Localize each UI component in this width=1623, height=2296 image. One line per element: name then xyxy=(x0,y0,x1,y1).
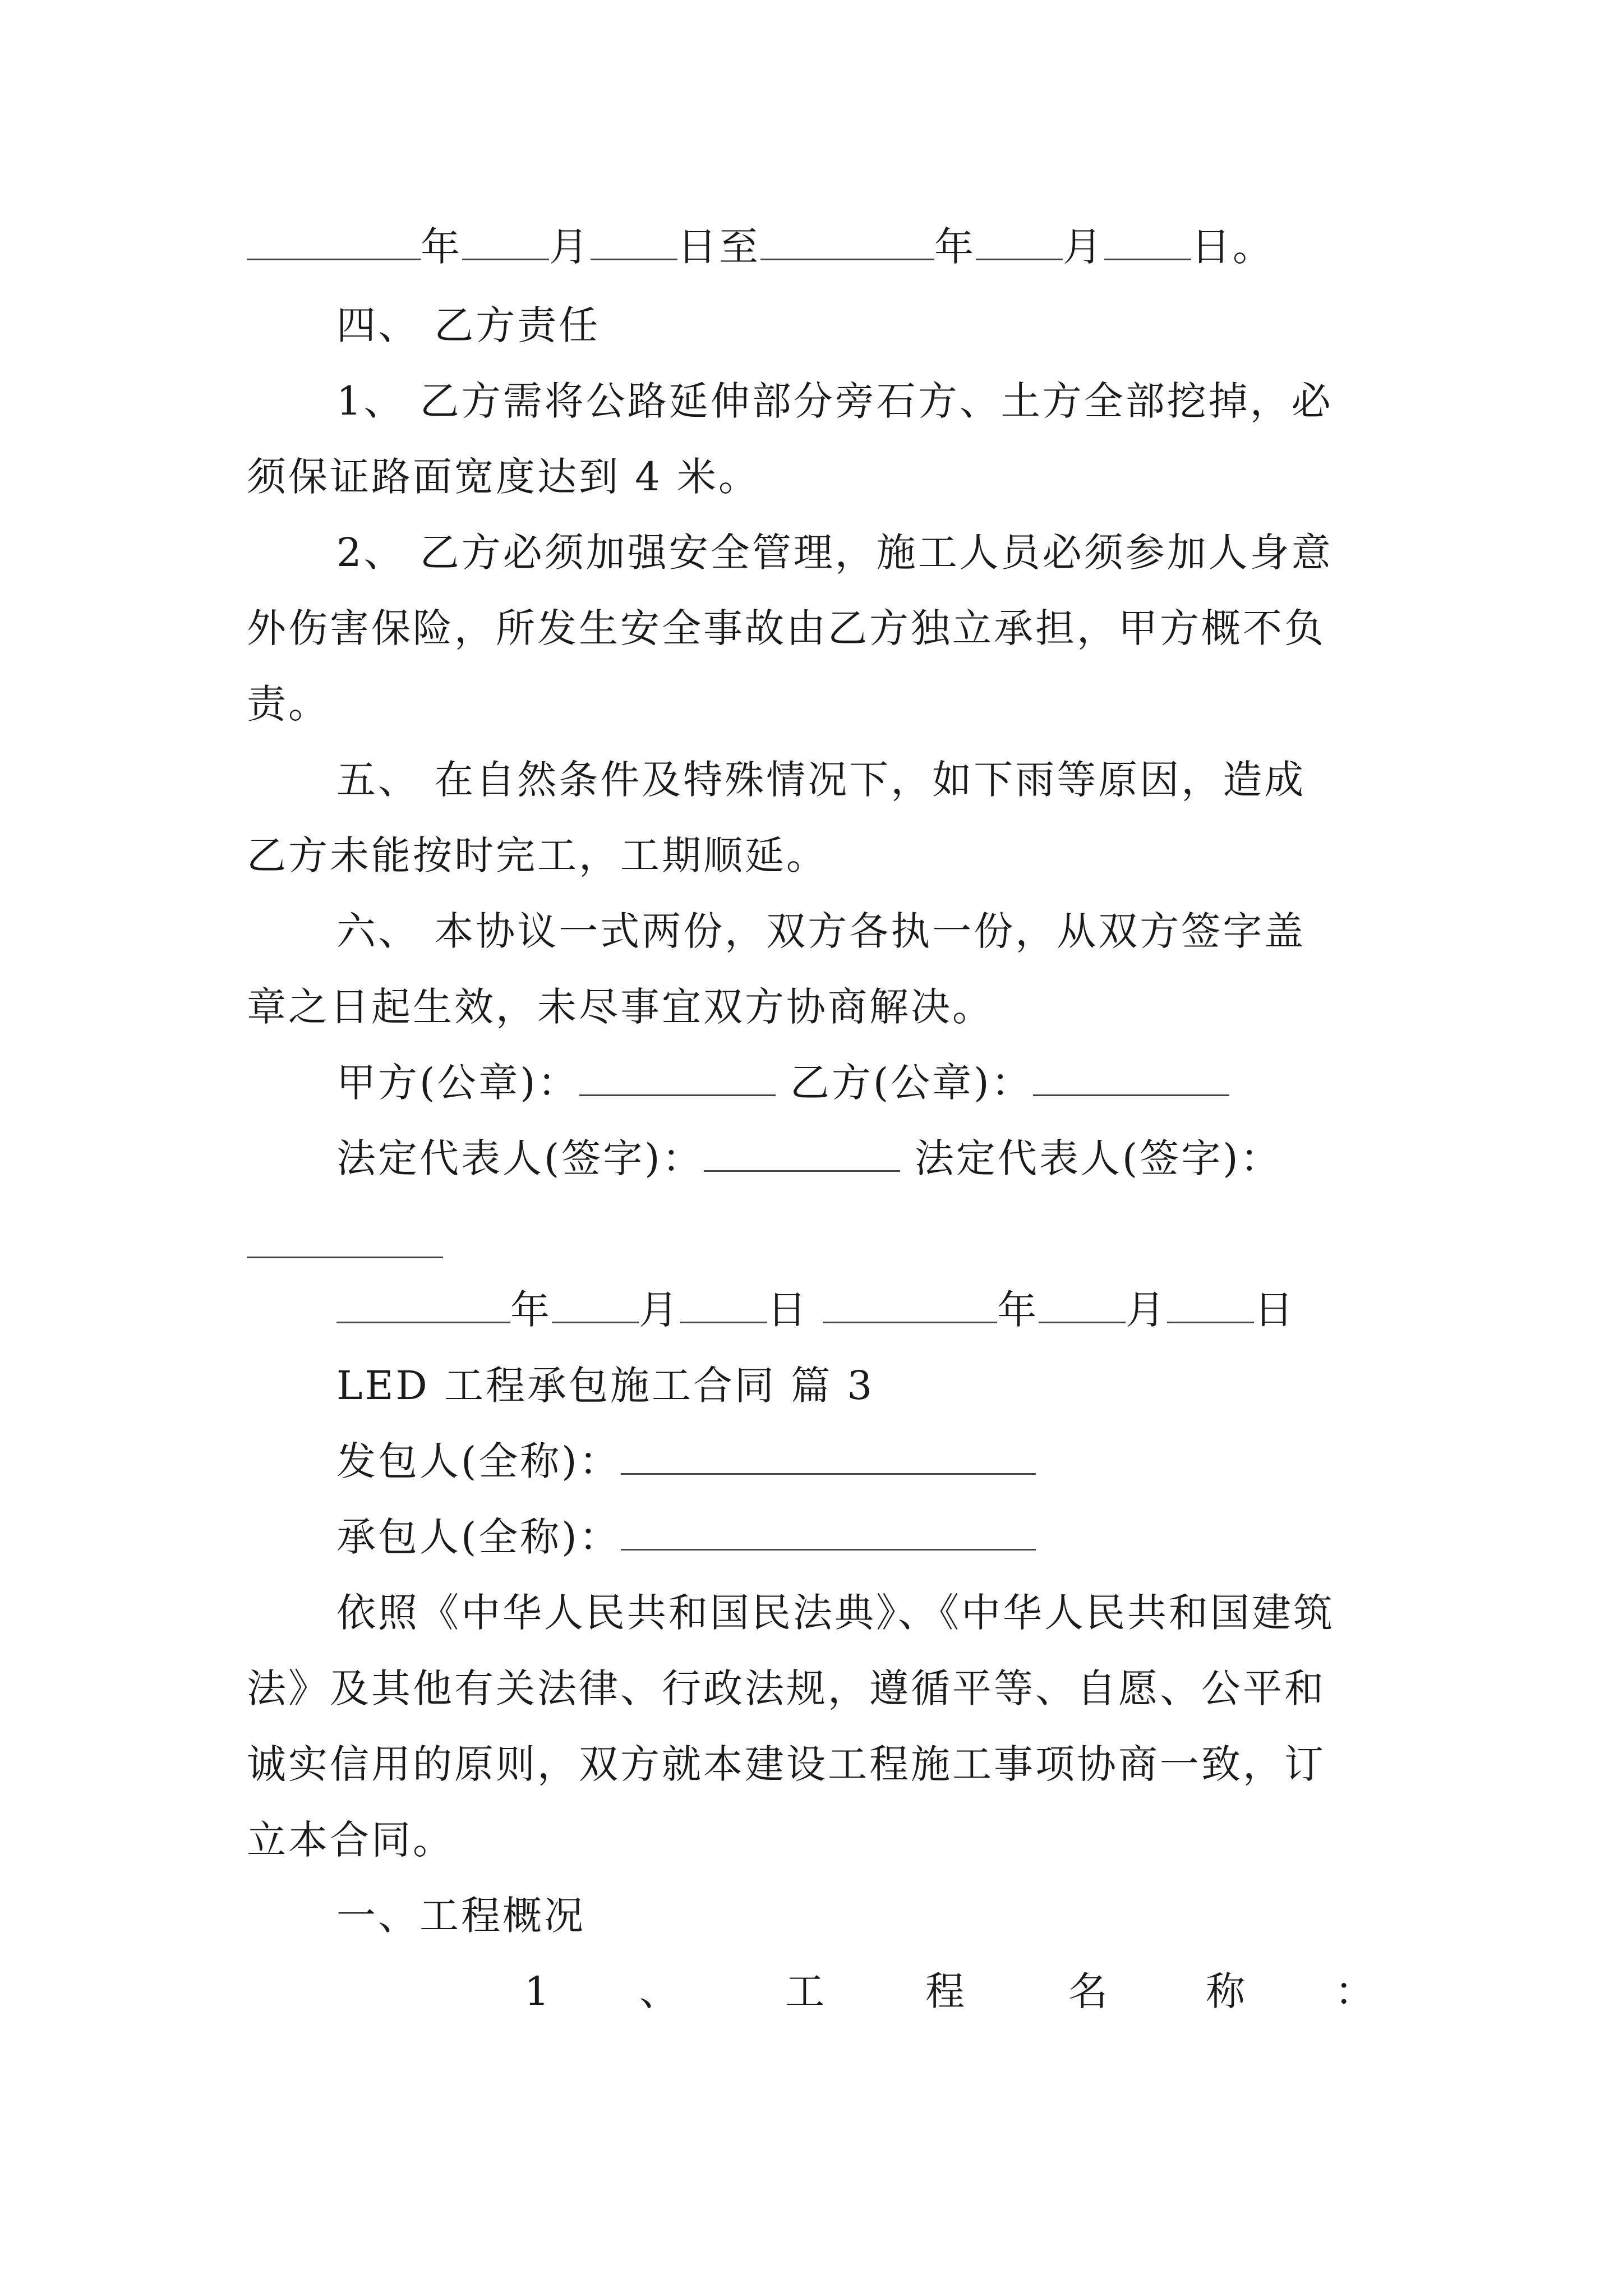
section4-item1-line2: 须保证路面宽度达到 4 米。 xyxy=(247,454,760,500)
item1-char1: 工 xyxy=(785,1968,827,2014)
legal-rep-a-label: 法定代表人(签字)： xyxy=(336,1135,704,1181)
year-label: 年 xyxy=(421,224,462,270)
section4-item2-line2: 外伤害保险，所发生安全事故由乙方独立承担，甲方概不负 xyxy=(247,605,1326,651)
sig-blank-month-a xyxy=(552,1286,639,1323)
sig-day-b: 日 xyxy=(1254,1287,1296,1333)
party-b-seal-label: 乙方(公章)： xyxy=(790,1060,1033,1106)
section4-title: 四、 乙方责任 xyxy=(336,302,601,348)
contract3-para-line1: 依照《中华人民共和国民法典》、《中华人民共和国建筑 xyxy=(336,1590,1335,1636)
day-to-label: 日至 xyxy=(677,224,760,270)
legal-rep-line xyxy=(336,1130,1282,1186)
sig-month-a: 月 xyxy=(639,1287,680,1333)
section5-line1: 五、 在自然条件及特殊情况下，如下雨等原因，造成 xyxy=(336,757,1306,803)
section4-item1-line1: 1、 乙方需将公路延伸部分旁石方、土方全部挖掉，必 xyxy=(336,378,1333,424)
contract3-para-line4: 立本合同。 xyxy=(247,1817,454,1863)
contract3-title: LED 工程承包施工合同 篇 3 xyxy=(336,1363,874,1409)
legal-rep-b-label: 法定代表人(签字)： xyxy=(914,1135,1282,1181)
sig-blank-year-b xyxy=(823,1286,997,1323)
item1-char3: 名 xyxy=(1068,1968,1110,2014)
month-label: 月 xyxy=(549,224,591,270)
item1-char2: 程 xyxy=(925,1968,967,2014)
item1-char4: 称 xyxy=(1206,1968,1247,2014)
sig-year-b: 年 xyxy=(997,1287,1039,1333)
contractor-line xyxy=(336,1509,1036,1565)
legal-rep-b-blank xyxy=(247,1257,443,1258)
party-b-seal-blank xyxy=(1033,1059,1229,1096)
sig-blank-year-a xyxy=(336,1286,510,1323)
blank-day-start xyxy=(591,223,677,260)
blank-year-end xyxy=(760,223,934,260)
item1-num: 1 xyxy=(524,1968,552,2014)
sig-blank-month-b xyxy=(1039,1286,1126,1323)
employer-blank xyxy=(621,1438,1036,1475)
sig-year-a: 年 xyxy=(510,1287,552,1333)
party-a-seal-blank xyxy=(579,1059,776,1096)
sig-day-a: 日 xyxy=(767,1287,809,1333)
item1-sep: 、 xyxy=(639,1968,681,2014)
seal-line xyxy=(336,1055,1229,1111)
contractor-label: 承包人(全称)： xyxy=(336,1514,621,1560)
year-label-end: 年 xyxy=(934,224,976,270)
legal-rep-a-blank xyxy=(704,1135,900,1172)
section5-line2: 乙方未能按时完工，工期顺延。 xyxy=(247,832,828,878)
contractor-blank xyxy=(621,1513,1036,1550)
contract3-para-line3: 诚实信用的原则，双方就本建设工程施工事项协商一致，订 xyxy=(247,1741,1326,1787)
contract3-section1-title: 一、工程概况 xyxy=(336,1893,585,1939)
sig-blank-day-b xyxy=(1167,1286,1254,1323)
sig-month-b: 月 xyxy=(1126,1287,1168,1333)
sig-blank-day-a xyxy=(680,1286,767,1323)
section6-line1: 六、 本协议一式两份，双方各执一份，从双方签字盖 xyxy=(336,908,1306,954)
blank-month-start xyxy=(462,223,549,260)
signature-date-line xyxy=(336,1282,1295,1338)
day-end-label: 日。 xyxy=(1191,224,1274,270)
employer-line xyxy=(336,1433,1036,1489)
item1-colon: ： xyxy=(1335,1968,1376,2014)
contract3-para-line2: 法》及其他有关法律、行政法规，遵循平等、自愿、公平和 xyxy=(247,1665,1326,1711)
date-range-line xyxy=(247,219,1274,275)
section6-line2: 章之日起生效，未尽事宜双方协商解决。 xyxy=(247,984,994,1030)
party-a-seal-label: 甲方(公章)： xyxy=(336,1060,579,1106)
employer-label: 发包人(全称)： xyxy=(336,1438,621,1484)
blank-day-end xyxy=(1104,223,1191,260)
blank-month-end xyxy=(976,223,1063,260)
month-label-end: 月 xyxy=(1063,224,1104,270)
section4-item2-line1: 2、 乙方必须加强安全管理，施工人员必须参加人身意 xyxy=(336,530,1333,576)
blank-year-start xyxy=(247,223,421,260)
section4-item2-line3: 责。 xyxy=(247,681,330,727)
